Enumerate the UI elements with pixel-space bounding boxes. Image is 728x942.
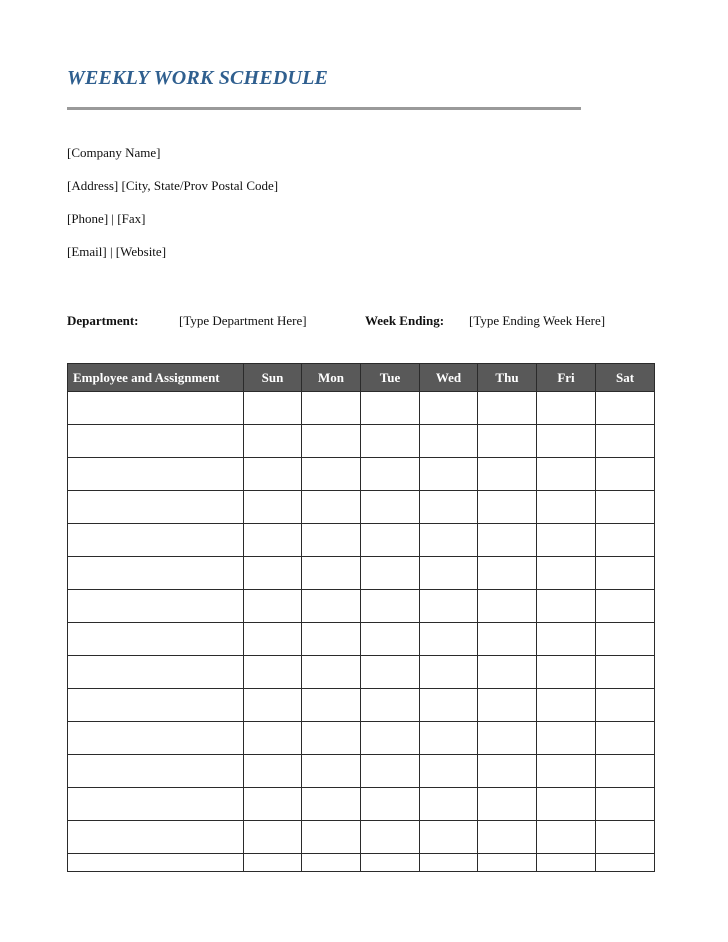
column-header-sat: Sat	[596, 364, 655, 392]
day-cell-mon[interactable]	[302, 689, 361, 722]
table-row	[68, 656, 655, 689]
day-cell-tue[interactable]	[361, 689, 420, 722]
day-cell-thu[interactable]	[478, 656, 537, 689]
day-cell-fri[interactable]	[537, 722, 596, 755]
table-row	[68, 590, 655, 623]
company-email-website[interactable]: [Email] | [Website]	[67, 244, 167, 259]
table-row	[68, 821, 655, 854]
table-row	[68, 458, 655, 491]
employee-assignment-cell[interactable]	[68, 491, 244, 524]
day-cell-wed[interactable]	[420, 524, 478, 557]
schedule-table	[67, 363, 655, 872]
day-cell-sun[interactable]	[244, 854, 302, 872]
day-cell-tue[interactable]	[361, 656, 420, 689]
day-cell-wed[interactable]	[420, 722, 478, 755]
employee-assignment-cell[interactable]	[68, 557, 244, 590]
day-cell-wed[interactable]	[420, 656, 478, 689]
table-row	[68, 557, 655, 590]
week-ending-label: Week Ending:	[365, 313, 445, 328]
column-header-sun: Sun	[244, 364, 302, 392]
day-cell-wed[interactable]	[420, 854, 478, 872]
day-cell-tue[interactable]	[361, 623, 420, 656]
company-address[interactable]: [Address] [City, State/Prov Postal Code]	[67, 178, 279, 193]
day-cell-fri[interactable]	[537, 788, 596, 821]
day-cell-sun[interactable]	[244, 722, 302, 755]
schedule-header-row	[68, 364, 655, 392]
day-cell-fri[interactable]	[537, 623, 596, 656]
employee-assignment-cell[interactable]	[68, 821, 244, 854]
day-cell-wed[interactable]	[420, 788, 478, 821]
day-cell-tue[interactable]	[361, 854, 420, 872]
day-cell-wed[interactable]	[420, 689, 478, 722]
day-cell-wed[interactable]	[420, 458, 478, 491]
employee-assignment-cell[interactable]	[68, 854, 244, 872]
day-cell-sat[interactable]	[596, 623, 655, 656]
day-cell-sun[interactable]	[244, 623, 302, 656]
table-row	[68, 524, 655, 557]
day-cell-sat[interactable]	[596, 689, 655, 722]
day-cell-tue[interactable]	[361, 821, 420, 854]
page-title: WEEKLY WORK SCHEDULE	[67, 67, 329, 89]
day-cell-thu[interactable]	[478, 491, 537, 524]
day-cell-sun[interactable]	[244, 755, 302, 788]
day-cell-sun[interactable]	[244, 689, 302, 722]
day-cell-tue[interactable]	[361, 722, 420, 755]
day-cell-thu[interactable]	[478, 524, 537, 557]
day-cell-mon[interactable]	[302, 425, 361, 458]
employee-assignment-cell[interactable]	[68, 689, 244, 722]
day-cell-fri[interactable]	[537, 821, 596, 854]
day-cell-mon[interactable]	[302, 788, 361, 821]
day-cell-fri[interactable]	[537, 656, 596, 689]
day-cell-thu[interactable]	[478, 392, 537, 425]
day-cell-fri[interactable]	[537, 557, 596, 590]
day-cell-tue[interactable]	[361, 524, 420, 557]
day-cell-sat[interactable]	[596, 821, 655, 854]
table-row	[68, 623, 655, 656]
day-cell-sat[interactable]	[596, 557, 655, 590]
day-cell-mon[interactable]	[302, 854, 361, 872]
day-cell-sat[interactable]	[596, 458, 655, 491]
day-cell-tue[interactable]	[361, 491, 420, 524]
day-cell-thu[interactable]	[478, 557, 537, 590]
title-divider	[67, 107, 581, 110]
schedule-body	[68, 392, 655, 872]
day-cell-sat[interactable]	[596, 590, 655, 623]
employee-assignment-cell[interactable]	[68, 458, 244, 491]
day-cell-thu[interactable]	[478, 425, 537, 458]
day-cell-mon[interactable]	[302, 590, 361, 623]
column-header-wed: Wed	[420, 364, 478, 392]
day-cell-wed[interactable]	[420, 590, 478, 623]
day-cell-sun[interactable]	[244, 458, 302, 491]
column-header-mon: Mon	[302, 364, 361, 392]
day-cell-mon[interactable]	[302, 656, 361, 689]
day-cell-fri[interactable]	[537, 425, 596, 458]
company-phone-fax[interactable]: [Phone] | [Fax]	[67, 211, 146, 226]
day-cell-fri[interactable]	[537, 590, 596, 623]
table-row	[68, 425, 655, 458]
column-header-employee: Employee and Assignment	[68, 364, 244, 392]
day-cell-sat[interactable]	[596, 788, 655, 821]
day-cell-sun[interactable]	[244, 425, 302, 458]
day-cell-mon[interactable]	[302, 821, 361, 854]
day-cell-sat[interactable]	[596, 491, 655, 524]
department-label: Department:	[67, 313, 139, 328]
day-cell-thu[interactable]	[478, 623, 537, 656]
table-row	[68, 755, 655, 788]
day-cell-fri[interactable]	[537, 854, 596, 872]
column-header-thu: Thu	[478, 364, 537, 392]
day-cell-thu[interactable]	[478, 755, 537, 788]
day-cell-mon[interactable]	[302, 524, 361, 557]
day-cell-thu[interactable]	[478, 722, 537, 755]
column-header-fri: Fri	[537, 364, 596, 392]
day-cell-wed[interactable]	[420, 623, 478, 656]
day-cell-wed[interactable]	[420, 821, 478, 854]
employee-assignment-cell[interactable]	[68, 623, 244, 656]
day-cell-wed[interactable]	[420, 425, 478, 458]
day-cell-sat[interactable]	[596, 392, 655, 425]
day-cell-fri[interactable]	[537, 524, 596, 557]
table-row	[68, 689, 655, 722]
day-cell-tue[interactable]	[361, 392, 420, 425]
week-ending-field[interactable]: [Type Ending Week Here]	[469, 313, 606, 328]
day-cell-thu[interactable]	[478, 821, 537, 854]
day-cell-sun[interactable]	[244, 491, 302, 524]
employee-assignment-cell[interactable]	[68, 755, 244, 788]
day-cell-wed[interactable]	[420, 491, 478, 524]
day-cell-sat[interactable]	[596, 425, 655, 458]
day-cell-sun[interactable]	[244, 392, 302, 425]
day-cell-fri[interactable]	[537, 491, 596, 524]
day-cell-thu[interactable]	[478, 458, 537, 491]
day-cell-tue[interactable]	[361, 458, 420, 491]
day-cell-mon[interactable]	[302, 392, 361, 425]
day-cell-sat[interactable]	[596, 755, 655, 788]
table-row	[68, 392, 655, 425]
day-cell-wed[interactable]	[420, 392, 478, 425]
employee-assignment-cell[interactable]	[68, 788, 244, 821]
employee-assignment-cell[interactable]	[68, 722, 244, 755]
day-cell-sun[interactable]	[244, 524, 302, 557]
day-cell-sun[interactable]	[244, 590, 302, 623]
day-cell-wed[interactable]	[420, 755, 478, 788]
table-row	[68, 491, 655, 524]
table-row	[68, 788, 655, 821]
day-cell-sat[interactable]	[596, 722, 655, 755]
day-cell-fri[interactable]	[537, 458, 596, 491]
table-row	[68, 854, 655, 872]
day-cell-tue[interactable]	[361, 557, 420, 590]
employee-assignment-cell[interactable]	[68, 590, 244, 623]
day-cell-fri[interactable]	[537, 392, 596, 425]
day-cell-mon[interactable]	[302, 458, 361, 491]
day-cell-wed[interactable]	[420, 557, 478, 590]
day-cell-thu[interactable]	[478, 689, 537, 722]
table-row	[68, 722, 655, 755]
day-cell-sat[interactable]	[596, 656, 655, 689]
day-cell-fri[interactable]	[537, 689, 596, 722]
day-cell-mon[interactable]	[302, 755, 361, 788]
day-cell-tue[interactable]	[361, 788, 420, 821]
company-name[interactable]: [Company Name]	[67, 145, 161, 160]
day-cell-sun[interactable]	[244, 788, 302, 821]
day-cell-tue[interactable]	[361, 755, 420, 788]
employee-assignment-cell[interactable]	[68, 425, 244, 458]
day-cell-mon[interactable]	[302, 623, 361, 656]
day-cell-mon[interactable]	[302, 491, 361, 524]
day-cell-tue[interactable]	[361, 425, 420, 458]
day-cell-fri[interactable]	[537, 755, 596, 788]
employee-assignment-cell[interactable]	[68, 524, 244, 557]
day-cell-sun[interactable]	[244, 656, 302, 689]
department-field[interactable]: [Type Department Here]	[179, 313, 307, 328]
day-cell-sun[interactable]	[244, 557, 302, 590]
day-cell-sat[interactable]	[596, 524, 655, 557]
column-header-tue: Tue	[361, 364, 420, 392]
day-cell-thu[interactable]	[478, 788, 537, 821]
day-cell-mon[interactable]	[302, 722, 361, 755]
employee-assignment-cell[interactable]	[68, 656, 244, 689]
day-cell-sun[interactable]	[244, 821, 302, 854]
day-cell-tue[interactable]	[361, 590, 420, 623]
day-cell-sat[interactable]	[596, 854, 655, 872]
employee-assignment-cell[interactable]	[68, 392, 244, 425]
day-cell-mon[interactable]	[302, 557, 361, 590]
day-cell-thu[interactable]	[478, 590, 537, 623]
day-cell-thu[interactable]	[478, 854, 537, 872]
